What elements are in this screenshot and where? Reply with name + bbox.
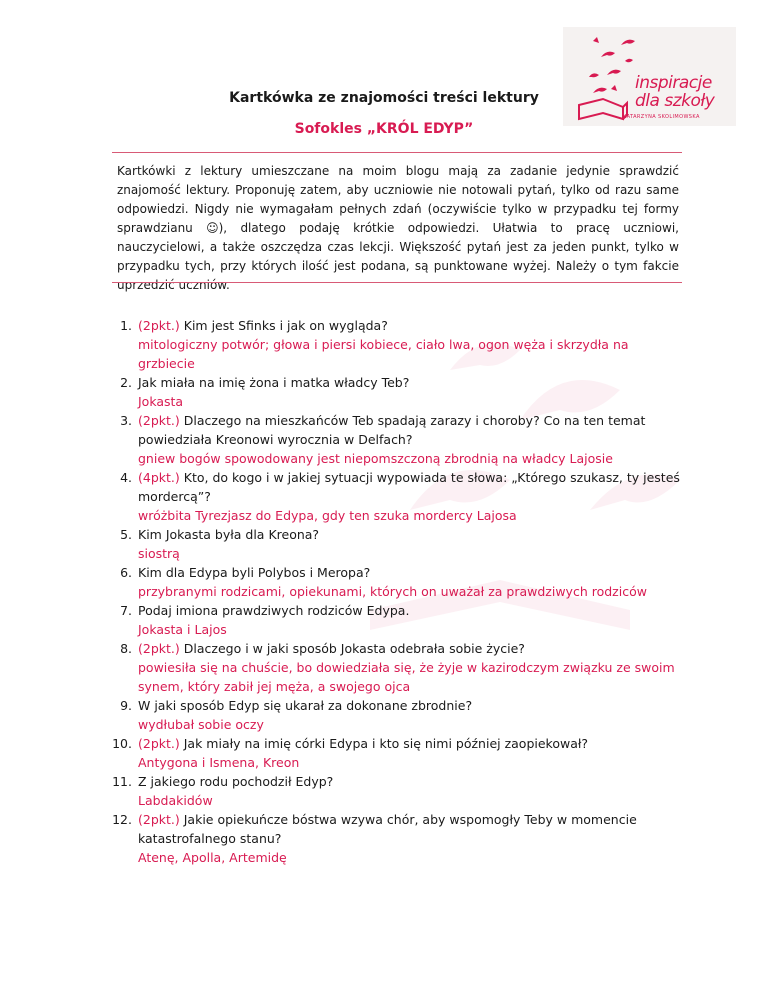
question-text: Dlaczego na mieszkańców Teb spadają zarazy i choroby? Co na ten temat powiedziała Kreonowi wyrocznia w Delfach? [138, 413, 646, 447]
question-answer: Jokasta i Lajos [138, 622, 227, 637]
question-text: Kto, do kogo i w jakiej sytuacji wypowiada te słowa: „Którego szukasz, ty jesteś mordercą”? [138, 470, 680, 504]
divider-top [112, 152, 682, 153]
question-answer: mitologiczny potwór; głowa i piersi kobiece, ciało lwa, ogon węża i skrzydła na grzbiecie [138, 337, 629, 371]
question-text: Z jakiego rodu pochodził Edyp? [138, 774, 334, 789]
question-answer: wydłubał sobie oczy [138, 717, 264, 732]
question-item [108, 468, 688, 525]
question-item [108, 696, 688, 734]
question-answer: Labdakidów [138, 793, 213, 808]
question-points: (2pkt.) [138, 641, 180, 656]
intro-paragraph: Kartkówki z lektury umieszczane na moim blogu mają za zadanie jedynie sprawdzić znajomość lektury. Proponuję zatem, aby uczniowie nie notowali pytań, tylko od razu same odpowiedzi. Nigdy nie wymagałam pełnych zdań (oczywiście tylko w przypadku tej formy sprawdzianu ☺), dlatego podaję krótkie odpowiedzi. Ułatwia to pracę uczniowi, nauczycielowi, a także oszczędza czas lekcji. Większość pytań jest za jeden punkt, tylko w przypadku tych, przy których ilość jest podana, są punktowane wyżej. Należy o tym fakcie uprzedzić uczniów. [117, 164, 679, 292]
question-text: Kim Jokasta była dla Kreona? [138, 527, 320, 542]
question-points: (2pkt.) [138, 812, 180, 827]
question-text: Jak miała na imię żona i matka władcy Teb? [138, 375, 410, 390]
question-number: 7. [120, 603, 132, 618]
question-answer: Antygona i Ismena, Kreon [138, 755, 300, 770]
question-points: (4pkt.) [138, 470, 180, 485]
logo-author: KATARZYNA SKOLIMOWSKA [623, 114, 700, 120]
question-number: 8. [120, 641, 132, 656]
question-text: Jak miały na imię córki Edypa i kto się nimi później zaopiekował? [183, 736, 589, 751]
question-text: Podaj imiona prawdziwych rodziców Edypa. [138, 603, 410, 618]
question-number: 6. [120, 565, 132, 580]
question-answer: przybranymi rodzicami, opiekunami, których on uważał za prawdziwych rodziców [138, 584, 647, 599]
question-item [108, 563, 688, 601]
document-title: Kartkówka ze znajomości treści lektury [229, 90, 539, 106]
question-item [108, 734, 688, 772]
question-number: 1. [120, 318, 132, 333]
question-number: 2. [120, 375, 132, 390]
question-number: 5. [120, 527, 132, 542]
question-item [108, 373, 688, 411]
question-answer: powiesiła się na chuście, bo dowiedziała się, że żyje w kazirodczym związku ze swoim synem, który zabił jej męża, a swojego ojca [138, 660, 675, 694]
question-item [108, 772, 688, 810]
question-points: (2pkt.) [138, 413, 180, 428]
question-answer: Jokasta [138, 394, 184, 409]
logo-brand-line2: dla szkoły [635, 91, 715, 111]
question-answer: Atenę, Apolla, Artemidę [138, 850, 287, 865]
question-points: (2pkt.) [138, 318, 180, 333]
question-text: Kim dla Edypa byli Polybos i Meropa? [138, 565, 371, 580]
question-answer: gniew bogów spowodowany jest niepomszczoną zbrodnią na władcy Lajosie [138, 451, 613, 466]
divider-bottom [112, 282, 682, 283]
question-number: 12. [112, 812, 132, 827]
question-number: 9. [120, 698, 132, 713]
question-item [108, 411, 688, 468]
question-number: 10. [112, 736, 132, 751]
question-text: Jakie opiekuńcze bóstwa wzywa chór, aby wspomogły Teby w momencie katastrofalnego stanu? [138, 812, 637, 846]
question-item [108, 639, 688, 696]
question-list [108, 316, 688, 867]
question-number: 11. [112, 774, 132, 789]
question-item [108, 810, 688, 867]
question-item [108, 316, 688, 373]
question-number: 3. [120, 413, 132, 428]
logo [563, 27, 736, 126]
question-item [108, 525, 688, 563]
question-text: W jaki sposób Edyp się ukarał za dokonane zbrodnie? [138, 698, 473, 713]
question-number: 4. [120, 470, 132, 485]
question-points: (2pkt.) [138, 736, 180, 751]
question-text: Kim jest Sfinks i jak on wygląda? [183, 318, 388, 333]
question-answer: siostrą [138, 546, 180, 561]
question-text: Dlaczego i w jaki sposób Jokasta odebrała sobie życie? [183, 641, 525, 656]
question-answer: wróżbita Tyrezjasz do Edypa, gdy ten szuka mordercy Lajosa [138, 508, 517, 523]
document-subtitle: Sofokles „KRÓL EDYP” [294, 121, 474, 137]
logo-brand-line1: inspiracje [635, 73, 712, 93]
question-item [108, 601, 688, 639]
